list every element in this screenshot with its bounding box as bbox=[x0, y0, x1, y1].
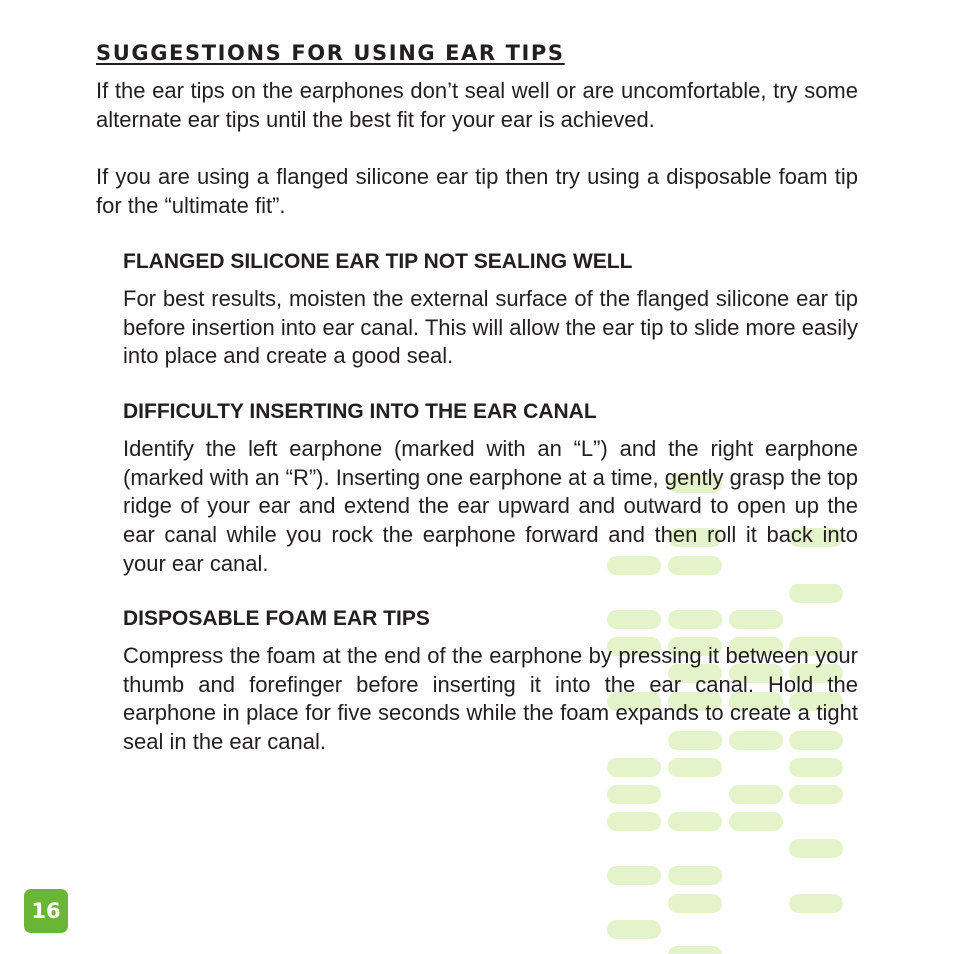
section-heading-inserting: DIFFICULTY INSERTING INTO THE EAR CANAL bbox=[123, 400, 597, 423]
section-heading-foam: DISPOSABLE FOAM EAR TIPS bbox=[123, 607, 430, 630]
page-number-badge bbox=[24, 889, 68, 933]
section-heading-flanged: FLANGED SILICONE EAR TIP NOT SEALING WELL bbox=[123, 250, 633, 273]
intro-paragraph: If the ear tips on the earphones don’t seal well or are uncomfortable, try some alternate ear tips until the best fit for your ear is achieved. bbox=[96, 78, 858, 132]
section-body-inserting: Identify the left earphone (marked with an “L”) and the right earphone (marked with an “R”). Inserting one earphone at a time, gently grasp the top ridge of your ear and extend the ear upward and outward to open up the ear canal while you rock the earphone forward and then roll it back into your ear canal. bbox=[123, 436, 858, 576]
section-body-foam: Compress the foam at the end of the earphone by pressing it between your thumb and forefinger before inserting it into the ear canal. Hold the earphone in place for five seconds while the foam expands to create a tight seal in the ear canal. bbox=[123, 643, 858, 755]
intro-paragraph: If you are using a flanged silicone ear tip then try using a disposable foam tip for the “ultimate fit”. bbox=[96, 164, 858, 218]
page-title: SUGGESTIONS FOR USING EAR TIPS bbox=[96, 41, 565, 65]
section-body-flanged: For best results, moisten the external surface of the flanged silicone ear tip before insertion into ear canal. This will allow the ear tip to slide more easily into place and create a good seal. bbox=[123, 286, 858, 369]
page-number: 16 bbox=[31, 899, 61, 923]
